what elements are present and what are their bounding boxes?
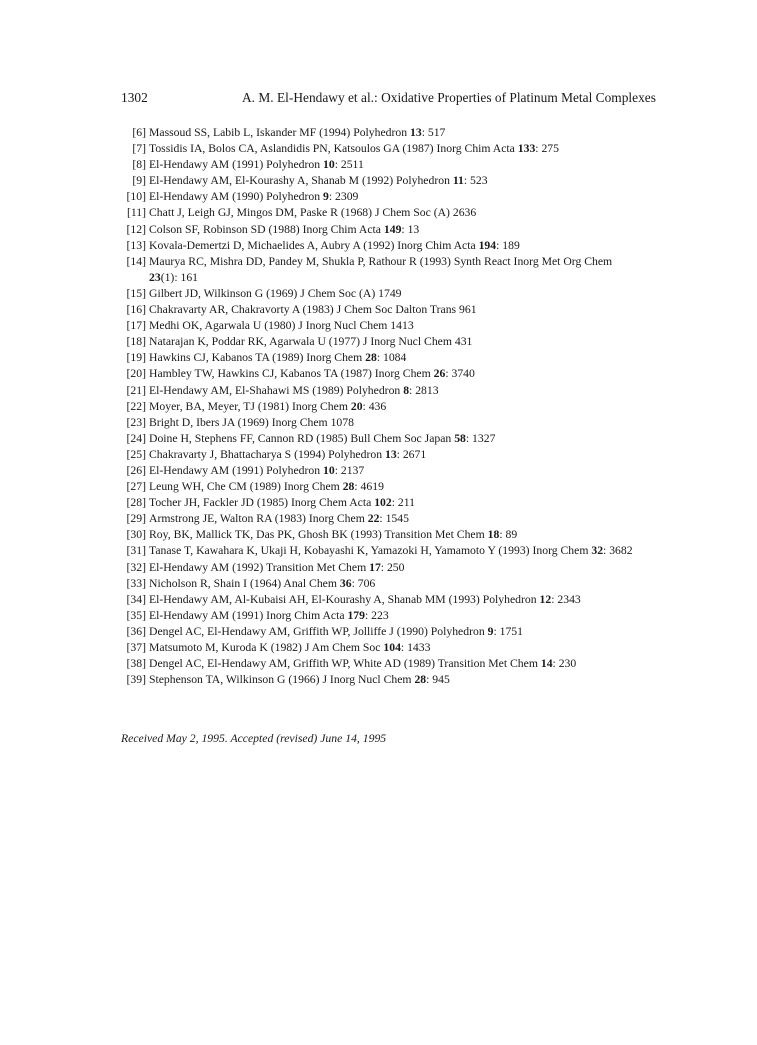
reference-number: [18]	[126, 335, 146, 349]
reference-text: Bright D, Ibers JA (1969) Inorg Chem 1078	[149, 415, 354, 429]
reference-text: Medhi OK, Agarwala U (1980) J Inorg Nucl Chem 1413	[149, 319, 414, 333]
reference-item	[121, 286, 641, 302]
reference-text: Stephenson TA, Wilkinson G (1966) J Inorg Nucl Chem 28: 945	[149, 673, 450, 687]
received-accepted-dates: Received May 2, 1995. Accepted (revised) June 14, 1995	[121, 732, 387, 745]
reference-number: [10]	[126, 190, 146, 204]
reference-text: Kovala-Demertzi D, Michaelides A, Aubry A (1992) Inorg Chim Acta 194: 189	[149, 238, 520, 252]
reference-item	[121, 125, 641, 141]
reference-number: [21]	[126, 383, 146, 397]
reference-item	[121, 543, 641, 559]
reference-text: Natarajan K, Poddar RK, Agarwala U (1977) J Inorg Nucl Chem 431	[149, 335, 473, 349]
reference-number: [13]	[126, 238, 146, 252]
reference-item	[121, 624, 641, 640]
reference-item	[121, 592, 641, 608]
reference-number: [30]	[126, 528, 146, 542]
reference-text: Massoud SS, Labib L, Iskander MF (1994) Polyhedron 13: 517	[149, 126, 446, 139]
reference-text: Matsumoto M, Kuroda K (1982) J Am Chem Soc 104: 1433	[149, 641, 431, 654]
reference-item	[121, 608, 641, 624]
reference-item	[121, 173, 641, 189]
reference-item	[121, 527, 641, 543]
reference-text: Gilbert JD, Wilkinson G (1969) J Chem Soc (A) 1749	[149, 286, 402, 300]
reference-text: El-Hendawy AM (1991) Inorg Chim Acta 179: 223	[149, 608, 389, 622]
reference-number: [12]	[126, 222, 146, 236]
reference-item	[121, 479, 641, 495]
reference-number: [22]	[126, 399, 146, 413]
reference-item	[121, 463, 641, 479]
reference-item	[121, 672, 641, 688]
reference-item	[121, 366, 641, 382]
reference-item	[121, 495, 641, 511]
reference-number: [29]	[126, 512, 146, 526]
reference-text: El-Hendawy AM (1992) Transition Met Chem 17: 250	[149, 560, 405, 574]
reference-text: El-Hendawy AM, Al-Kubaisi AH, El-Kourashy A, Shanab MM (1993) Polyhedron 12: 2343	[149, 592, 581, 606]
reference-item	[121, 189, 641, 205]
reference-number: [33]	[126, 576, 146, 590]
reference-item	[121, 254, 641, 286]
reference-item	[121, 431, 641, 447]
reference-text: Armstrong JE, Walton RA (1983) Inorg Chem 22: 1545	[149, 512, 409, 526]
reference-item	[121, 141, 641, 157]
reference-text: Chakravarty J, Bhattacharya S (1994) Polyhedron 13: 2671	[149, 447, 427, 461]
reference-text: Hawkins CJ, Kabanos TA (1989) Inorg Chem 28: 1084	[149, 351, 407, 365]
reference-number: [24]	[126, 431, 146, 445]
reference-number: [36]	[126, 624, 146, 638]
reference-text: Nicholson R, Shain I (1964) Anal Chem 36: 706	[149, 576, 376, 590]
reference-item	[121, 415, 641, 431]
reference-number: [17]	[126, 319, 146, 333]
reference-text: El-Hendawy AM (1991) Polyhedron 10: 2137	[149, 463, 365, 477]
reference-item	[121, 222, 641, 238]
reference-text: El-Hendawy AM, El-Shahawi MS (1989) Polyhedron 8: 2813	[149, 383, 439, 397]
reference-number: [9]	[132, 174, 146, 188]
reference-number: [37]	[126, 641, 146, 654]
page-number: 1302	[121, 90, 148, 105]
reference-number: [32]	[126, 560, 146, 574]
reference-number: [38]	[126, 657, 146, 671]
reference-number: [6]	[132, 126, 146, 139]
reference-list	[121, 125, 641, 688]
reference-number: [25]	[126, 447, 146, 461]
reference-text: Dengel AC, El-Hendawy AM, Griffith WP, Jolliffe J (1990) Polyhedron 9: 1751	[149, 624, 523, 638]
reference-number: [23]	[126, 415, 146, 429]
reference-text: El-Hendawy AM, El-Kourashy A, Shanab M (1992) Polyhedron 11: 523	[149, 174, 488, 188]
reference-item	[121, 350, 641, 366]
reference-item	[121, 399, 641, 415]
reference-text: Tocher JH, Fackler JD (1985) Inorg Chem Acta 102: 211	[149, 496, 416, 510]
reference-item	[121, 640, 641, 656]
reference-item	[121, 576, 641, 592]
reference-item	[121, 205, 641, 221]
reference-number: [14]	[126, 254, 146, 268]
reference-number: [11]	[126, 206, 146, 220]
reference-text: Leung WH, Che CM (1989) Inorg Chem 28: 4619	[149, 480, 384, 494]
reference-number: [20]	[126, 367, 146, 381]
reference-text: Tanase T, Kawahara K, Ukaji H, Kobayashi K, Yamazoki H, Yamamoto Y (1993) Inorg Chem 32: 3682	[149, 544, 633, 558]
reference-text: Chakravarty AR, Chakravorty A (1983) J Chem Soc Dalton Trans 961	[149, 303, 477, 317]
reference-text: Moyer, BA, Meyer, TJ (1981) Inorg Chem 20: 436	[149, 399, 387, 413]
reference-number: [7]	[132, 142, 146, 156]
reference-number: [28]	[126, 496, 146, 510]
reference-number: [19]	[126, 351, 146, 365]
reference-number: [34]	[126, 592, 146, 606]
reference-number: [26]	[126, 463, 146, 477]
reference-item	[121, 157, 641, 173]
reference-number: [39]	[126, 673, 146, 687]
running-title: A. M. El-Hendawy et al.: Oxidative Properties of Platinum Metal Complexes	[242, 90, 656, 105]
reference-text: Roy, BK, Mallick TK, Das PK, Ghosh BK (1993) Transition Met Chem 18: 89	[149, 528, 518, 542]
reference-item	[121, 302, 641, 318]
reference-text: El-Hendawy AM (1990) Polyhedron 9: 2309	[149, 190, 359, 204]
reference-item	[121, 511, 641, 527]
reference-text: Tossidis IA, Bolos CA, Aslandidis PN, Katsoulos GA (1987) Inorg Chim Acta 133: 275	[149, 142, 559, 156]
reference-text: Dengel AC, El-Hendawy AM, Griffith WP, White AD (1989) Transition Met Chem 14: 230	[149, 657, 577, 671]
reference-text: El-Hendawy AM (1991) Polyhedron 10: 2511	[149, 158, 364, 172]
reference-item	[121, 560, 641, 576]
reference-number: [16]	[126, 303, 146, 317]
reference-item	[121, 334, 641, 350]
reference-text: Doine H, Stephens FF, Cannon RD (1985) Bull Chem Soc Japan 58: 1327	[149, 431, 496, 445]
reference-text: Colson SF, Robinson SD (1988) Inorg Chim Acta 149: 13	[149, 222, 420, 236]
reference-item	[121, 318, 641, 334]
reference-number: [31]	[126, 544, 146, 558]
reference-item	[121, 238, 641, 254]
reference-text: Maurya RC, Mishra DD, Pandey M, Shukla P, Rathour R (1993) Synth React Inorg Met Org Chem 23(1): 161	[149, 254, 613, 284]
reference-number: [8]	[132, 158, 146, 172]
reference-text: Chatt J, Leigh GJ, Mingos DM, Paske R (1968) J Chem Soc (A) 2636	[149, 206, 477, 220]
reference-number: [15]	[126, 286, 146, 300]
reference-number: [35]	[126, 608, 146, 622]
reference-item	[121, 656, 641, 672]
reference-item	[121, 383, 641, 399]
reference-number: [27]	[126, 480, 146, 494]
reference-item	[121, 447, 641, 463]
reference-text: Hambley TW, Hawkins CJ, Kabanos TA (1987) Inorg Chem 26: 3740	[149, 367, 475, 381]
